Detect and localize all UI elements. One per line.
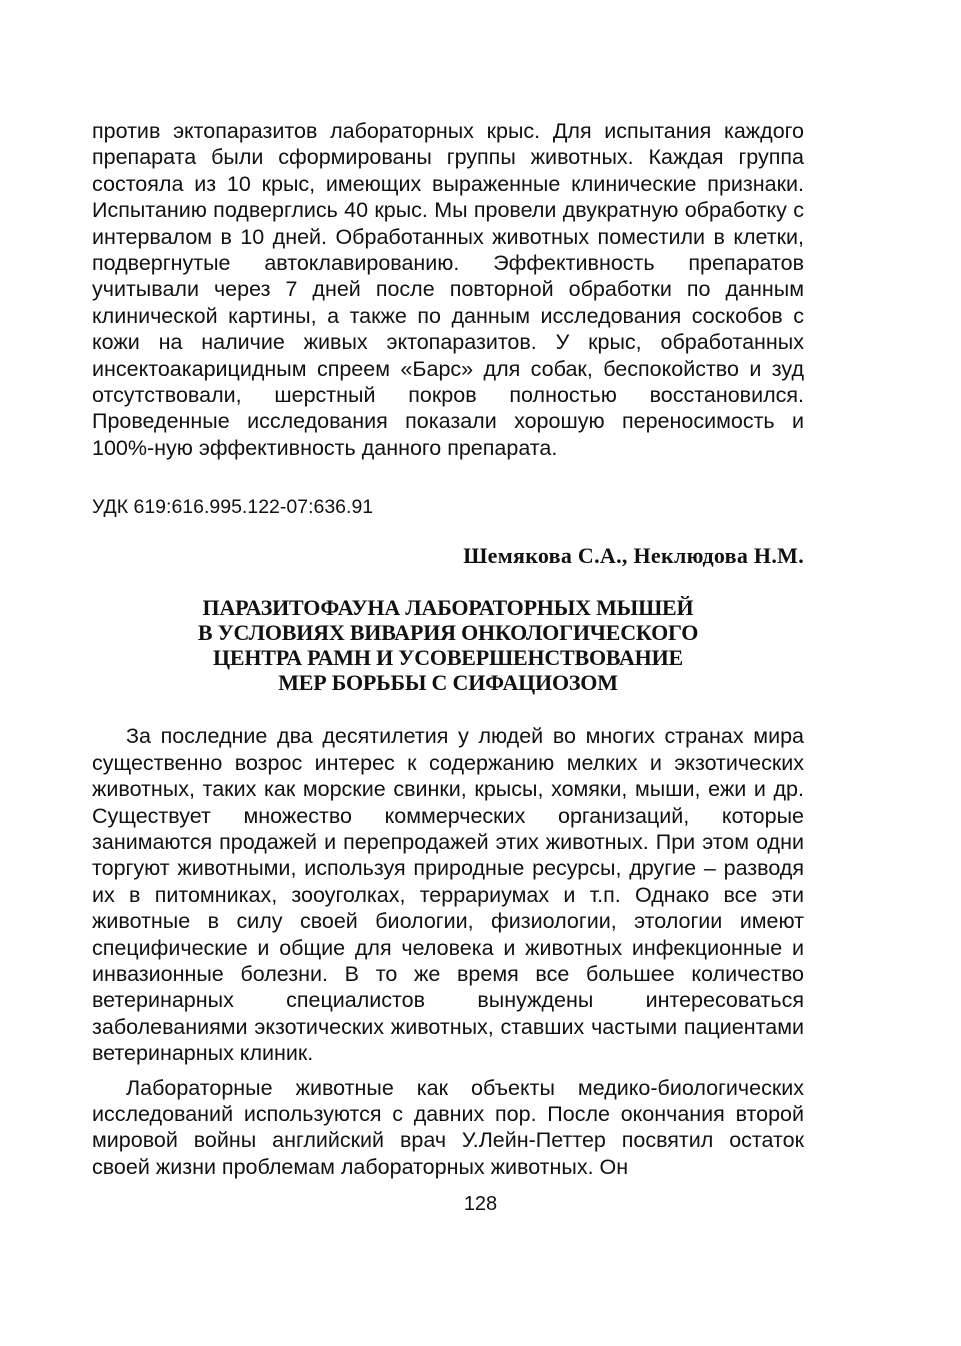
body-paragraph: Лабораторные животные как объекты медико-биологических исследований используются с давних пор. После окончания второй мировой войны английский врач У.Лейн-Петтер посвятил остаток своей жизни проблемам лабораторных животных. Он [92,1075,804,1179]
body-paragraph: За последние два десятилетия у людей во многих странах мира существенно возрос интерес к содержанию мелких и экзотических животных, таких как морские свинки, крысы, хомяки, мыши, ежи и др. Существует множество коммерческих организаций, которые занимаются продажей и перепродажей этих животных. При этом одни торгуют животными, используя природные ресурсы, другие – разводя их в питомниках, зооуголках, террариумах и т.п. Однако все эти животные в силу своей биологии, физиологии, этологии имеют специфические и общие для человека и животных инфекционные и инвазионные болезни. В то же время все большее количество ветеринарных специалистов вынуждены интересоваться заболеваниями экзотических животных, ставших частыми пациентами ветеринарных клиник. [92,724,804,1066]
udk-code: УДК 619:616.995.122-07:636.91 [92,496,374,519]
document-page [92,118,804,1180]
continuation-paragraph: против эктопаразитов лабораторных крыс. Для испытания каждого препарата были сформированы группы животных. Каждая группа состояла из 10 крыс, имеющих выраженные клинические признаки. Испытанию подверглись 40 крыс. Мы провели двукратную обработку с интервалом в 10 дней. Обработанных животных поместили в клетки, подвергнутые автоклавированию. Эффективность препаратов учитывали через 7 дней после повторной обработки по данным клинической картины, а также по данным исследования соскобов с кожи на наличие живых эктопаразитов. У крыс, обработанных инсектоакарицидным спреем «Барс» для собак, беспокойство и зуд отсутствовали, шерстный покров полностью восстановился. Проведенные исследования показали хорошую переносимость и 100%-ную эффективность данного препарата. [92,119,804,460]
title-line: В УСЛОВИЯХ ВИВАРИЯ ОНКОЛОГИЧЕСКОГО [197,620,699,646]
page-number: 128 [463,1193,498,1215]
title-line: МЕР БОРЬБЫ С СИФАЦИОЗОМ [278,670,618,696]
title-line: ЦЕНТРА РАМН И УСОВЕРШЕНСТВОВАНИЕ [213,645,683,671]
title-line: ПАРАЗИТОФАУНА ЛАБОРАТОРНЫХ МЫШЕЙ [202,595,694,621]
article-authors: Шемякова С.А., Неклюдова Н.М. [463,543,804,569]
article-title [92,595,804,695]
article-body [92,723,804,1180]
